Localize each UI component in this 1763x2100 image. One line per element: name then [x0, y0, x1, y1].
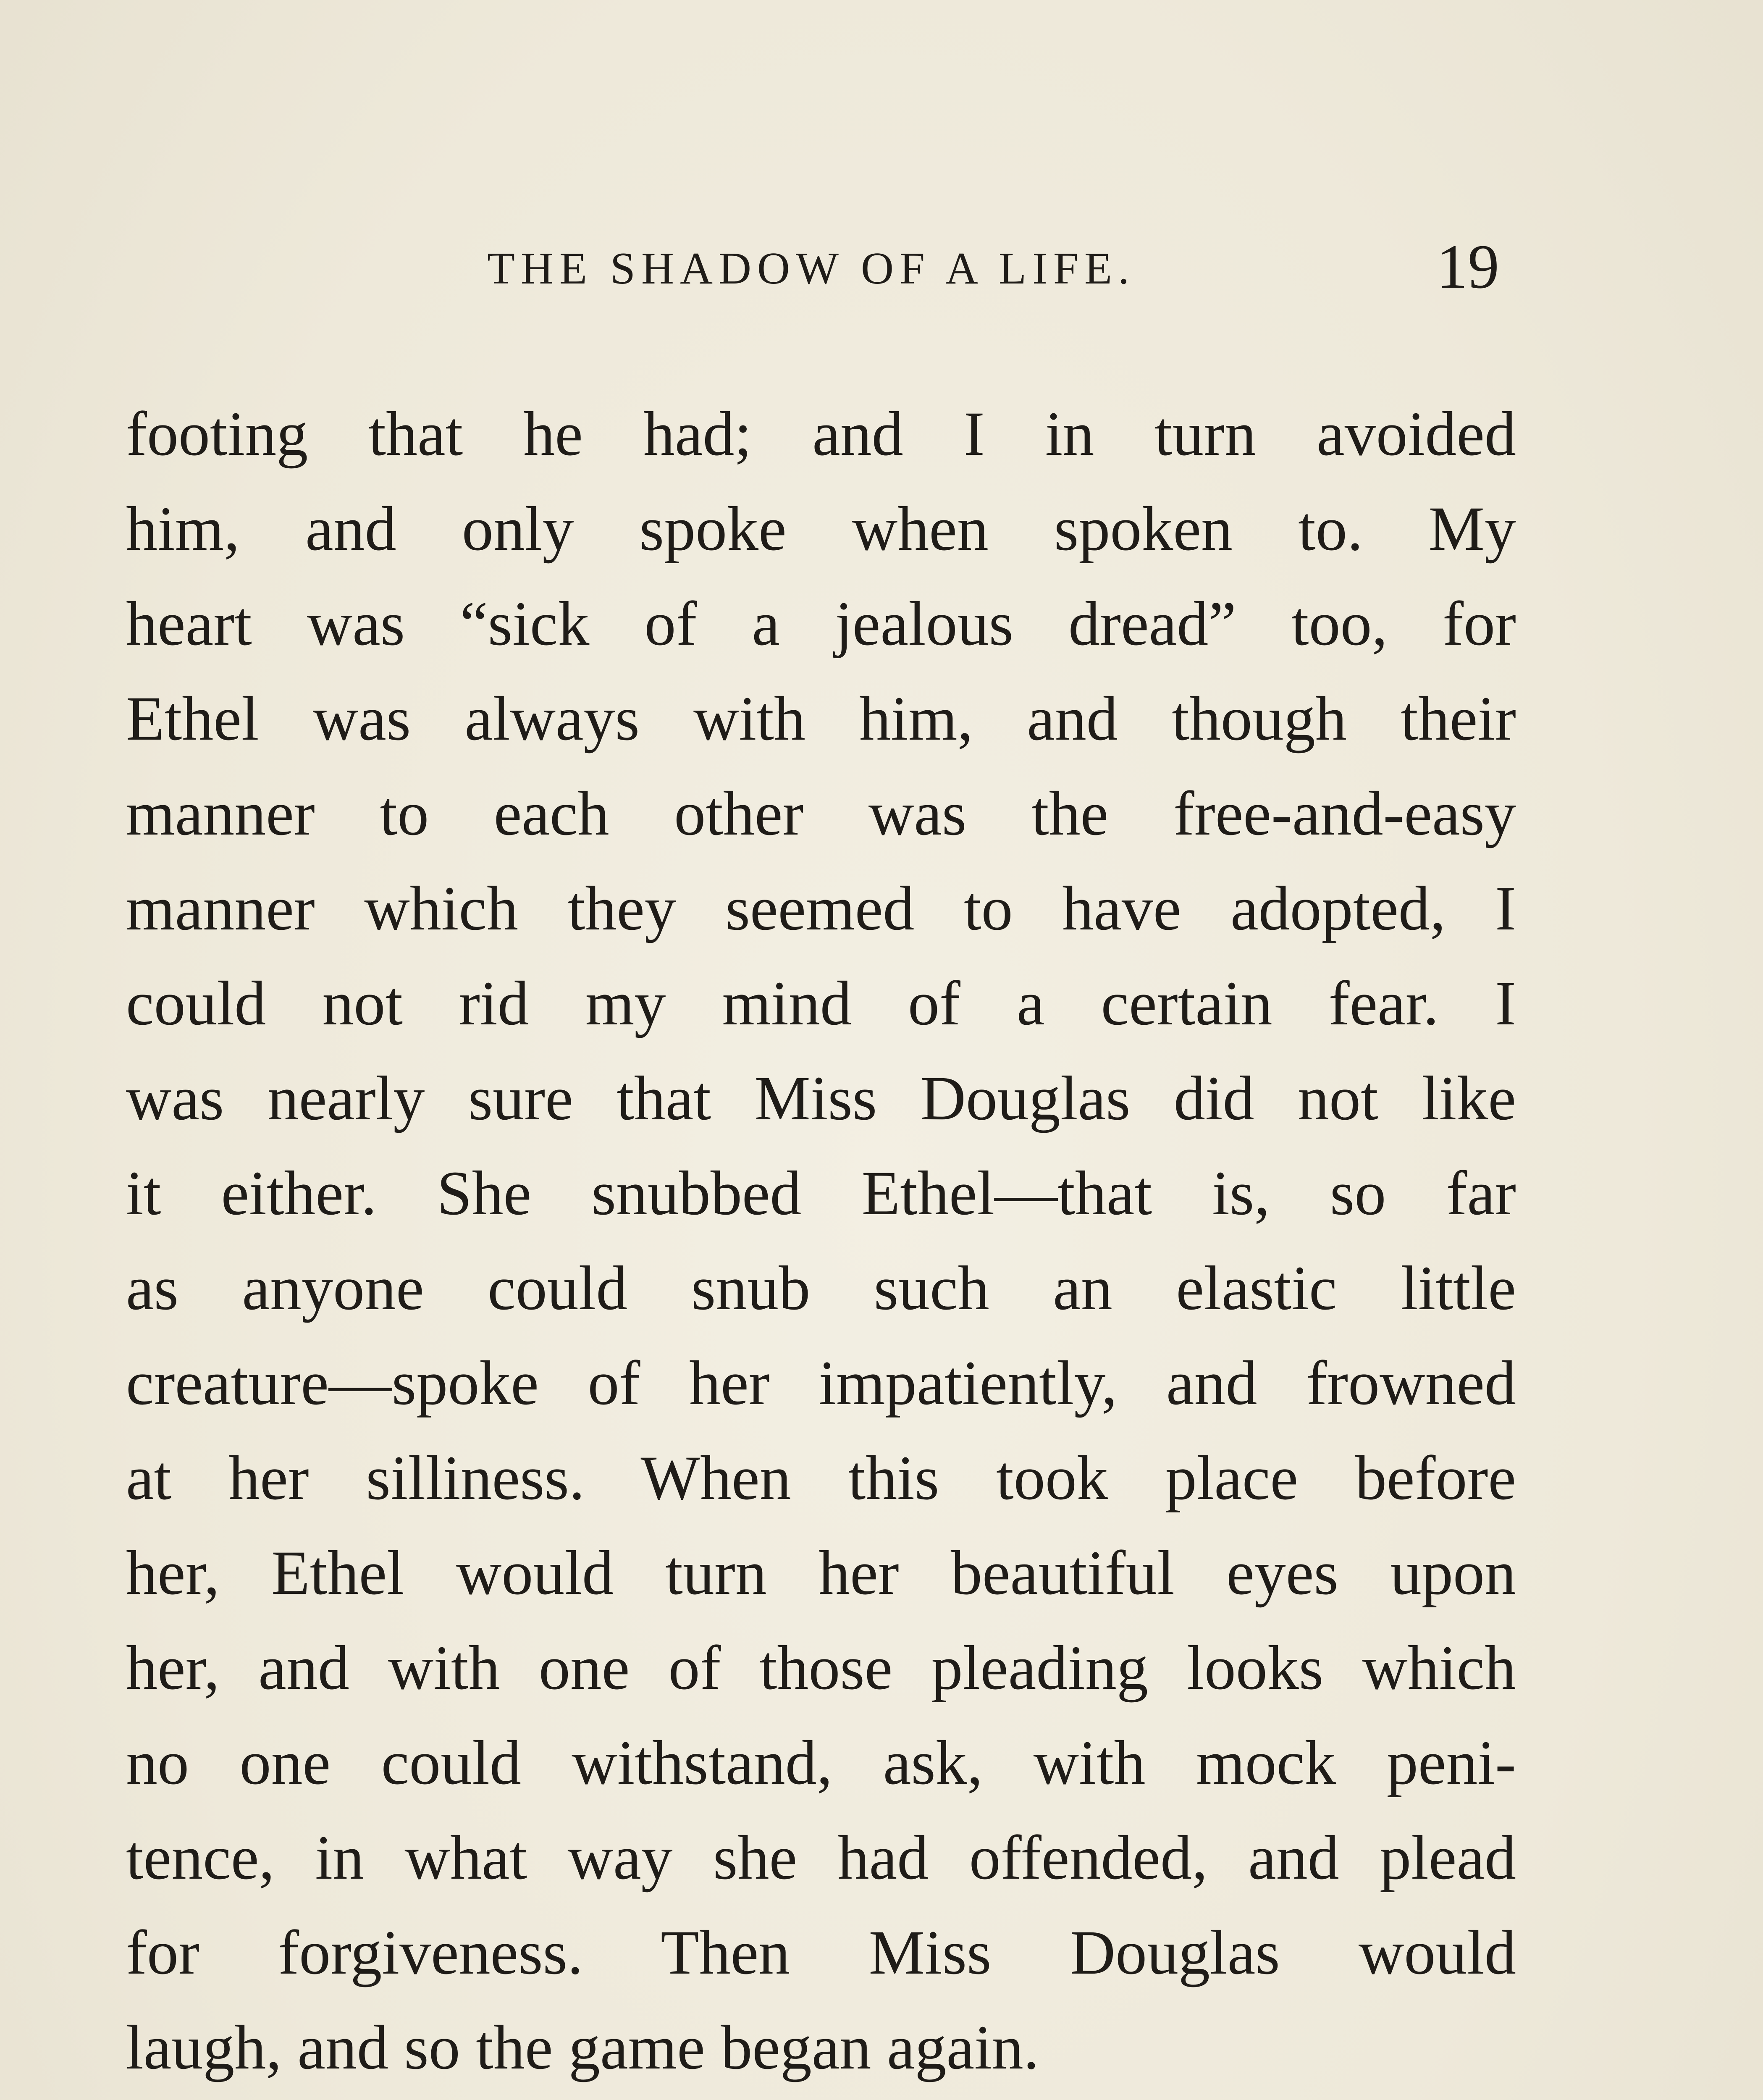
text-line: heart was “sick of a jealous dread” too, for [126, 589, 1516, 659]
text-line: manner which they seemed to have adopted, I [126, 874, 1516, 943]
text-line: her, and with one of those pleading looks which [126, 1633, 1516, 1703]
text-line: it either. She snubbed Ethel—that is, so far [126, 1158, 1516, 1228]
text-line: creature—spoke of her impatiently, and frowned [126, 1348, 1516, 1418]
text-line: at her silliness. When this took place before [126, 1443, 1516, 1513]
text-line: footing that he had; and I in turn avoided [126, 399, 1516, 469]
text-line: her, Ethel would turn her beautiful eyes upon [126, 1538, 1516, 1608]
text-line: could not rid my mind of a certain fear. I [126, 969, 1516, 1038]
text-line: for forgiveness. Then Miss Douglas would [126, 1918, 1516, 1987]
text-line: him, and only spoke when spoken to. My [126, 494, 1516, 564]
text-line [126, 2095, 1516, 2100]
text-line: Ethel was always with him, and though their [126, 684, 1516, 753]
running-title: THE SHADOW OF A LIFE. [487, 244, 1136, 294]
page-number: 19 [1436, 232, 1499, 302]
body-text [126, 386, 1516, 2100]
text-line: no one could withstand, ask, with mock peni- [126, 1728, 1516, 1798]
text-line: tence, in what way she had offended, and plead [126, 1823, 1516, 1893]
text-line: as anyone could snub such an elastic little [126, 1253, 1516, 1323]
text-line: was nearly sure that Miss Douglas did not like [126, 1063, 1516, 1133]
text-line: manner to each other was the free-and-easy [126, 779, 1516, 848]
text-line: laugh, and so the game began again. [126, 2013, 1039, 2082]
